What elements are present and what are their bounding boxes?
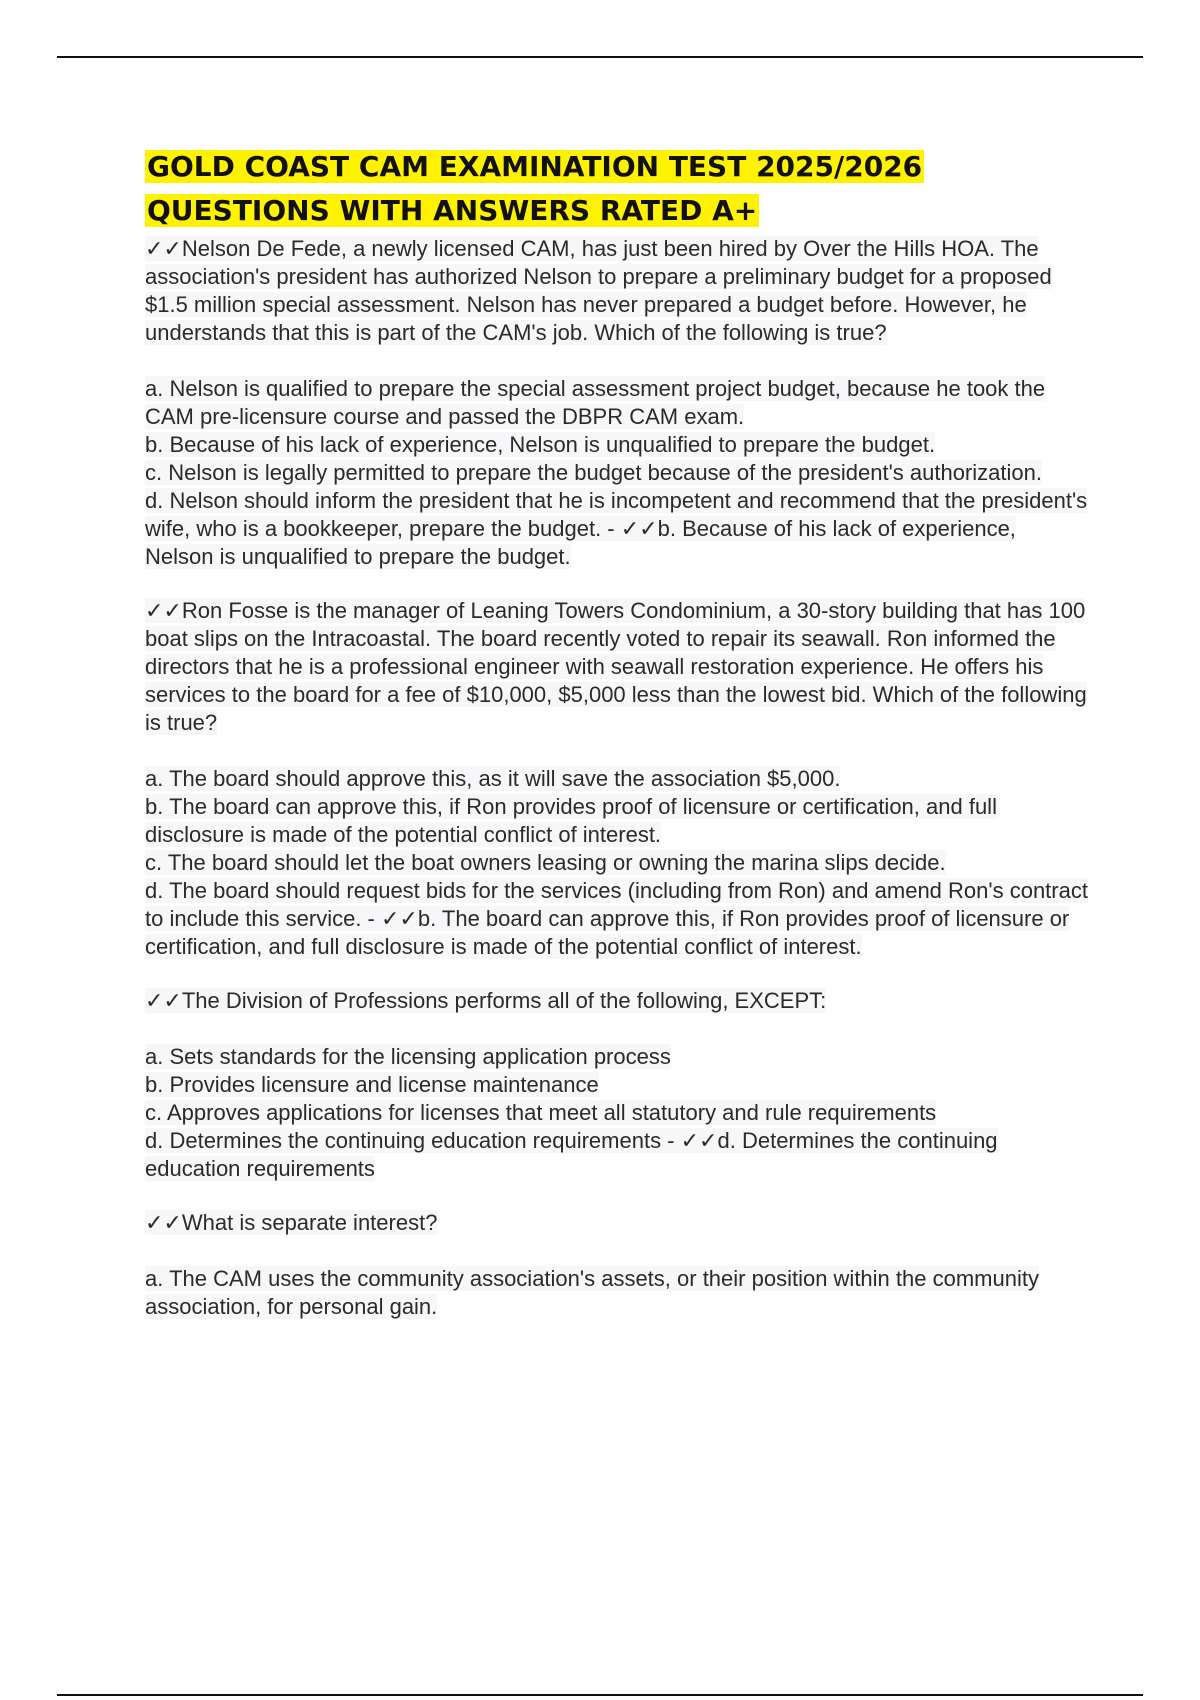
question-text: ✓✓Ron Fosse is the manager of Leaning Towers Condominium, a 30-story building that has 100 boat slips on the Intracoastal. The board recently voted to repair its seawall. Ron informed the directors that he is a professional engineer with seawall restoration experience. He offers his services to the board for a fee of $10,000, $5,000 less than the lowest bid. Which of the following is true? [145,598,1087,735]
option-d-with-answer: d. The board should request bids for the services (including from Ron) and amend Ron's contract to include this service. - ✓✓b. The board can approve this, if Ron provides proof of licensure or certification, and full disclosure is made of the potential conflict of interest. [145,878,1088,959]
question-block [145,987,1090,1183]
option-c: c. Nelson is legally permitted to prepare the budget because of the president's authorization. [145,460,1042,485]
question-text: ✓✓The Division of Professions performs all of the following, EXCEPT: [145,988,827,1013]
question-text: ✓✓Nelson De Fede, a newly licensed CAM, has just been hired by Over the Hills HOA. The association's president has authorized Nelson to prepare a preliminary budget for a proposed $1.5 million special assessment. Nelson has never prepared a budget before. However, he understands that this is part of the CAM's job. Which of the following is true? [145,236,1052,345]
option-a: a. The CAM uses the community association's assets, or their position within the community association, for personal gain. [145,1266,1039,1319]
bottom-rule [57,1694,1143,1696]
option-a: a. The board should approve this, as it will save the association $5,000. [145,766,841,791]
question-block [145,235,1090,571]
option-d-with-answer: d. Nelson should inform the president that he is incompetent and recommend that the president's wife, who is a bookkeeper, prepare the budget. - ✓✓b. Because of his lack of experience, Nelson is unqualified to prepare the budget. [145,488,1088,569]
option-b: b. Provides licensure and license maintenance [145,1072,599,1097]
title-line-2: QUESTIONS WITH ANSWERS RATED A+ [147,194,758,227]
document-body [145,145,1090,1347]
document-title [145,145,1090,233]
option-b: b. The board can approve this, if Ron provides proof of licensure or certification, and full disclosure is made of the potential conflict of interest. [145,794,997,847]
question-text: ✓✓What is separate interest? [145,1210,438,1235]
option-c: c. The board should let the boat owners leasing or owning the marina slips decide. [145,850,946,875]
question-block [145,597,1090,961]
option-a: a. Sets standards for the licensing application process [145,1044,671,1069]
question-block [145,1209,1090,1321]
option-b: b. Because of his lack of experience, Nelson is unqualified to prepare the budget. [145,432,936,457]
top-rule [57,56,1143,58]
title-line-1: GOLD COAST CAM EXAMINATION TEST 2025/2026 [147,150,923,183]
option-d-with-answer: d. Determines the continuing education requirements - ✓✓d. Determines the continuing education requirements [145,1128,998,1181]
option-c: c. Approves applications for licenses that meet all statutory and rule requirements [145,1100,937,1125]
option-a: a. Nelson is qualified to prepare the special assessment project budget, because he took the CAM pre-licensure course and passed the DBPR CAM exam. [145,376,1046,429]
